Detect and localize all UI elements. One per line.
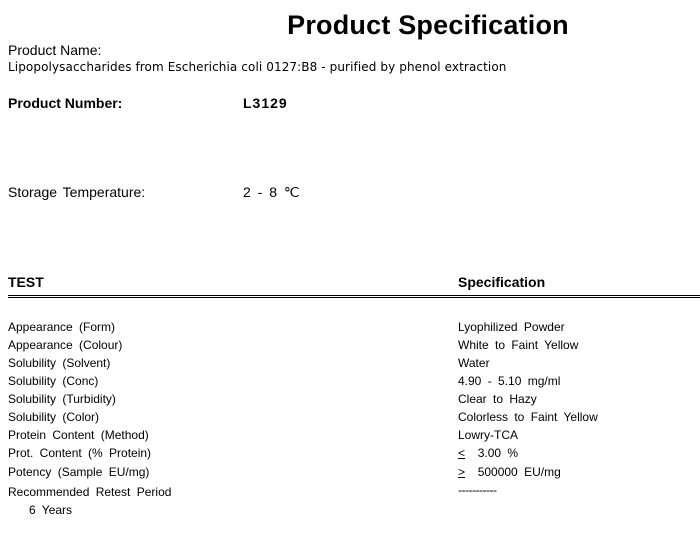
product-name-value: Lipopolysaccharides from Escherichia coli 0127:B8 - purified by phenol extraction [8, 60, 507, 74]
header-divider [8, 295, 700, 296]
spec-value: Lyophilized Powder [458, 320, 565, 334]
test-name: Prot. Content (% Protein) [8, 446, 152, 460]
test-name: Solubility (Solvent) [8, 356, 111, 370]
page-title: Product Specification [287, 10, 569, 40]
product-number-label: Product Number: [8, 95, 123, 111]
spec-value: 500000 EU/mg [477, 465, 561, 479]
storage-temperature-value: 2 - 8 ℃ [243, 184, 300, 200]
spec-value: Water [458, 356, 490, 370]
test-name: Appearance (Form) [8, 320, 116, 334]
spec-value: ----------- [458, 483, 497, 497]
test-name: Protein Content (Method) [8, 428, 149, 442]
spec-value-with-symbol [458, 465, 561, 479]
test-name: Appearance (Colour) [8, 338, 123, 352]
product-number-value: L3129 [243, 95, 288, 111]
test-column-header: TEST [8, 274, 44, 290]
spec-value: White to Faint Yellow [458, 338, 579, 352]
retest-period-value: 6 Years [29, 503, 73, 517]
product-name-label: Product Name: [8, 42, 102, 58]
greater-than-or-equal-symbol: > [458, 465, 466, 479]
test-name: Solubility (Color) [8, 410, 100, 424]
test-name: Potency (Sample EU/mg) [8, 465, 150, 479]
less-than-or-equal-symbol: < [458, 446, 466, 460]
test-name: Solubility (Turbidity) [8, 392, 116, 406]
spec-value: 4.90 - 5.10 mg/ml [458, 374, 561, 388]
spec-value: Colorless to Faint Yellow [458, 410, 598, 424]
storage-temperature-label: Storage Temperature: [8, 184, 146, 200]
header-divider-double [8, 297, 700, 298]
spec-value: Clear to Hazy [458, 392, 537, 406]
spec-value: 3.00 % [477, 446, 519, 460]
specification-column-header: Specification [458, 274, 546, 290]
spec-value: Lowry-TCA [458, 428, 519, 442]
test-name: Recommended Retest Period [8, 485, 172, 499]
spec-value-with-symbol [458, 446, 518, 460]
test-name: Solubility (Conc) [8, 374, 99, 388]
